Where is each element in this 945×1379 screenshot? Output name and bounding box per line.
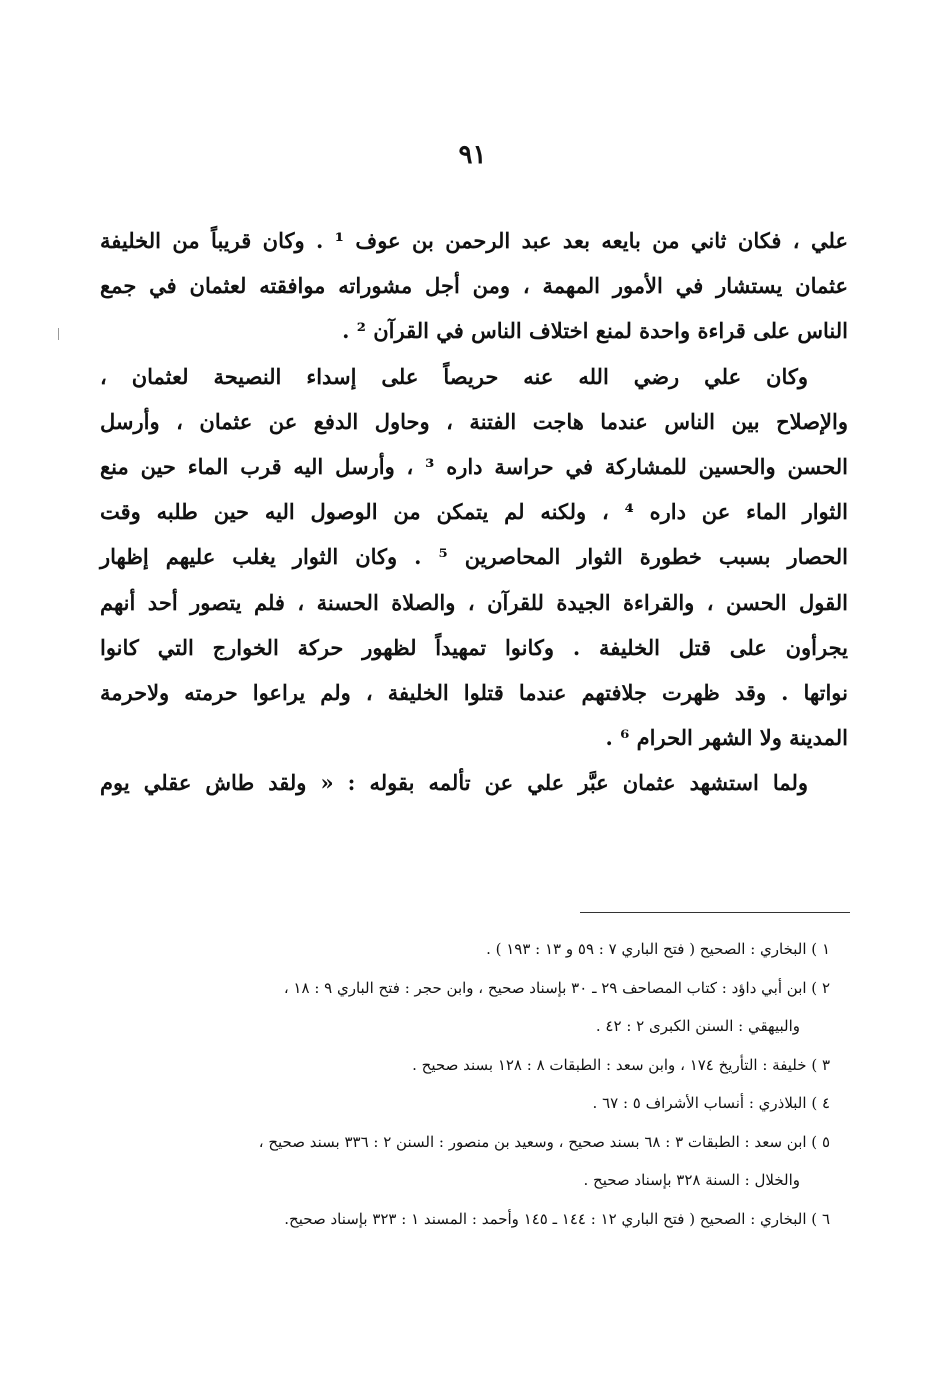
body-line: القول الحسن ، والقراءة الجيدة للقرآن ، والصلاة الحسنة ، فلم يتصور أحد أنهم — [100, 589, 848, 615]
body-line: علي ، فكان ثاني من بايعه بعد عبد الرحمن بن عوف ¹ . وكان قريباً من الخليفة — [100, 228, 848, 253]
footnote: ٢ ) ابن أبي داؤد : كتاب المصاحف ٢٩ ـ ٣٠ بإسناد صحيح ، وابن حجر : فتح الباري ٩ : ١٨ ، — [283, 978, 830, 997]
body-line: الثوار الماء عن داره ⁴ ، ولكنه لم يتمكن من الوصول اليه حين طلبه وقت — [100, 499, 848, 525]
body-line: ولما استشهد عثمان عبَّر علي عن تألمه بقوله : « ولقد طاش عقلي يوم — [100, 770, 808, 796]
body-line: عثمان يستشار في الأمور المهمة ، ومن أجل مشوراته موافقته لعثمان في جمع — [100, 273, 848, 299]
footnote: ٤ ) البلاذري : أنساب الأشراف ٥ : ٦٧ . — [592, 1094, 830, 1112]
footnote: ١ ) البخاري : الصحيح ( فتح الباري ٧ : ٥٩ و ١٣ : ١٩٣ ) . — [486, 940, 830, 958]
body-line: الحصار بسبب خطورة الثوار المحاصرين ⁵ . وكان الثوار يغلب عليهم إظهار — [100, 544, 848, 570]
footnote: ٣ ) خليفة : التأريخ ١٧٤ ، وابن سعد : الطبقات ٨ : ١٢٨ بسند صحيح . — [412, 1055, 830, 1074]
footnote-continuation: والخلال : السنة ٣٢٨ بإسناد صحيح . — [583, 1171, 800, 1189]
page-number: ٩١ — [458, 140, 487, 170]
footnote: ٥ ) ابن سعد : الطبقات ٣ : ٦٨ بسند صحيح ، وسعيد بن منصور : السنن ٢ : ٣٣٦ بسند صحيح ، — [258, 1132, 830, 1151]
footnotes — [140, 930, 830, 1238]
body-line: الناس على قراءة واحدة لمنع اختلاف الناس في القرآن ² . — [342, 318, 848, 344]
body-line: المدينة ولا الشهر الحرام ⁶ . — [605, 725, 848, 751]
body-line: والإصلاح بين الناس عندما هاجت الفتنة ، وحاول الدفع عن عثمان ، وأرسل — [100, 408, 848, 434]
margin-mark — [58, 328, 59, 340]
body-line: وكان علي رضي الله عنه حريصاً على إسداء النصيحة لعثمان ، — [100, 363, 808, 389]
footnote-separator — [580, 912, 850, 913]
body-line: الحسن والحسين للمشاركة في حراسة داره ³ ، وأرسل اليه قرب الماء حين منع — [100, 453, 848, 479]
footnote-continuation: والبيهقي : السنن الكبرى ٢ : ٤٢ . — [595, 1017, 800, 1035]
footnote: ٦ ) البخاري : الصحيح ( فتح الباري ١٢ : ١٤٤ ـ ١٤٥ وأحمد : المسند ١ : ٣٢٣ بإسناد صحيح. — [284, 1209, 830, 1228]
body-line: يجرأون على قتل الخليفة . وكانوا تمهيداً لظهور حركة الخوارج التي كانوا — [100, 634, 848, 660]
body-text — [100, 218, 848, 805]
body-line: نواتها . وقد ظهرت جلافتهم عندما قتلوا الخليفة ، ولم يراعوا حرمته ولاحرمة — [100, 679, 848, 705]
